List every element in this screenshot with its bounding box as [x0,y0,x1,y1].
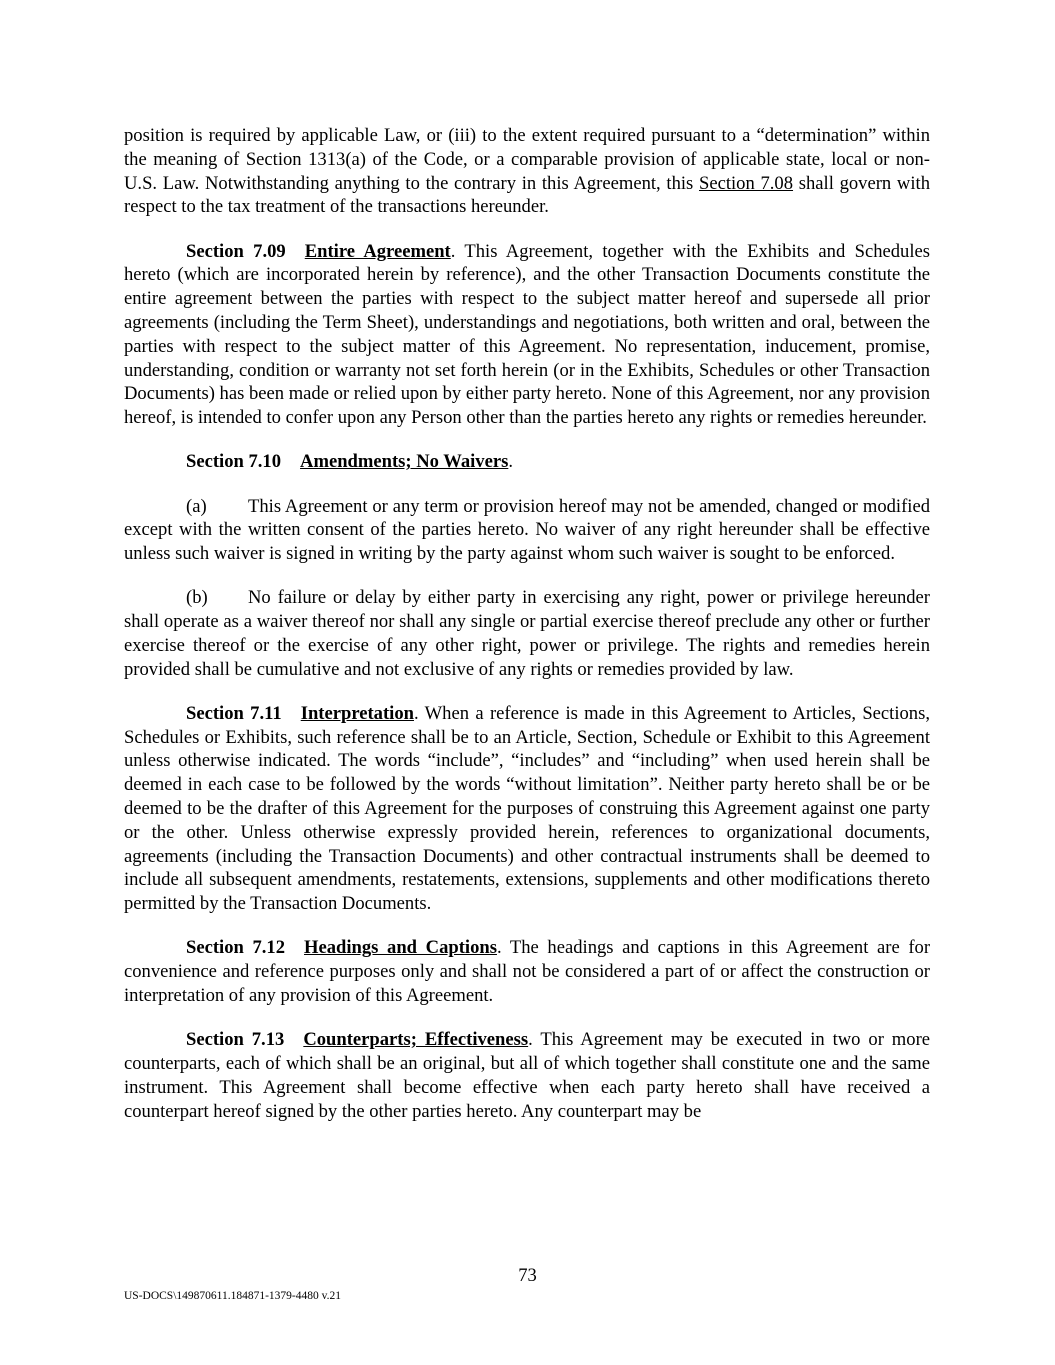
section-text: . [508,451,513,473]
section-text: . When a reference is made in this Agreement to Articles, Sections, Schedules or Exhibits, such reference shall be to an Article, Section, Schedule or Exhibit to this Agreement unless otherwise indicated. The words “include”, “includes” and “including” when used herein shall be deemed in each case to be followed by the words “without limitation”. Neither party hereto shall be or be deemed to be the drafter of this Agreement for the purposes of construing this Agreement against one party or the other. Unless otherwise expressly provided herein, references to organizational documents, agreements (including the Transaction Documents) and other contractual instruments shall be deemed to include all subsequent amendments, restatements, extensions, supplements and other modifications thereto permitted by the Transaction Documents. [124,702,930,915]
paragraph-tax-treatment [124,124,930,219]
subsection-label: (a) [186,495,207,517]
section-number: Section 7.10 [186,451,282,473]
section-text: . The headings and captions in this Agreement are for convenience and reference purposes only and shall not be considered a part of or affect the construction or interpretation of any provision of this Agreement. [124,937,931,1007]
section-title: Headings and Captions [304,937,497,959]
subsection-label: (b) [186,587,208,609]
subsection-text: This Agreement or any term or provision hereof may not be amended, changed or modified except with the written consent of the parties hereto. No waiver of any right hereunder shall be effective unless such waiver is signed in writing by the party against whom such waiver is sought to be enforced. [124,495,930,565]
document-id-footer: US-DOCS\149870611.184871-1379-4480 v.21 [124,1290,342,1302]
paragraph-text: position is required by applicable Law, or (iii) to the extent required pursuant to a “determination” within the meaning of Section 1313(a) of the Code, or a comparable provision of applicable state, local or non-U.S. Law. Notwithstanding anything to the contrary in this Agreement, this [124,125,930,194]
section-7-08-reference: Section 7.08 [699,172,794,194]
section-7-09 [124,240,930,430]
section-title: Interpretation [300,702,414,724]
section-text: . This Agreement, together with the Exhibits and Schedules hereto (which are incorporated herein by reference), and the other Transaction Documents constitute the entire agreement between the parties with respect to the subject matter hereof and supersede all prior agreements (including the Term Sheet), understandings and negotiations, both written and oral, between the parties with respect to the subject matter of this Agreement. No representation, inducement, promise, understanding, condition or warranty not set forth herein (or in the Exhibits, Schedules or other Transaction Documents) has been made or relied upon by either party hereto. None of this Agreement, nor any provision hereof, is intended to confer upon any Person other than the parties hereto any rights or remedies hereunder. [124,240,931,429]
section-7-10-b [124,586,930,681]
subsection-text: No failure or delay by either party in exercising any right, power or privilege hereunder shall operate as a waiver thereof nor shall any single or partial exercise thereof preclude any other or further exercise thereof or the exercise of any other right, power or privilege. The rights and remedies herein provided shall be cumulative and not exclusive of any rights or remedies provided by law. [124,587,930,680]
section-7-13 [124,1028,930,1123]
section-number: Section 7.13 [186,1029,285,1051]
section-7-10 [124,450,930,474]
section-7-12 [124,936,930,1007]
section-text: . This Agreement may be executed in two or more counterparts, each of which shall be an original, but all of which together shall constitute one and the same instrument. This Agreement shall become effective when each party hereto shall have received a counterpart hereof signed by the other parties hereto. Any counterpart may be [124,1029,931,1122]
page-number: 73 [518,1265,537,1286]
section-7-11 [124,702,930,916]
section-title: Counterparts; Effectiveness [303,1029,529,1051]
section-number: Section 7.12 [186,937,286,959]
paragraph-text: shall govern with respect to the tax treatment of the transactions hereunder. [124,172,930,218]
section-7-10-a [124,495,930,566]
section-title: Amendments; No Waivers [300,451,509,473]
section-number: Section 7.11 [186,702,282,724]
section-title: Entire Agreement [304,240,451,262]
document-body [124,124,930,1144]
section-number: Section 7.09 [186,240,286,262]
